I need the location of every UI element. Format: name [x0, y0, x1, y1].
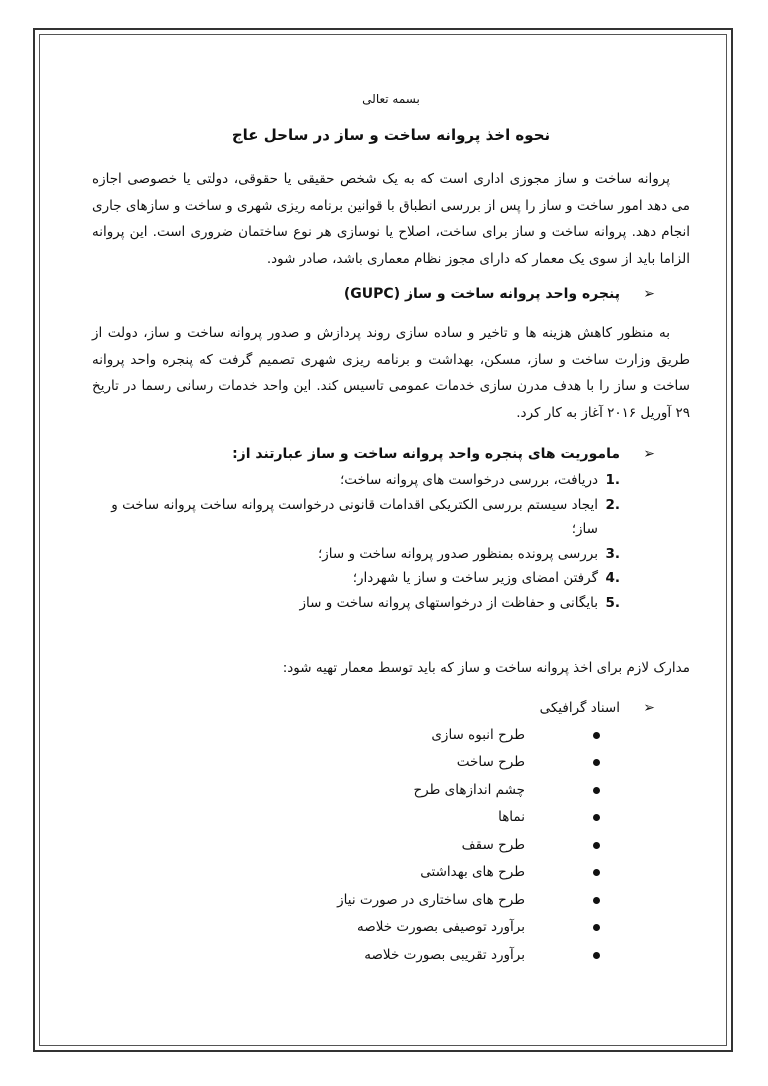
list-item-text: طرح سقف: [461, 836, 525, 853]
section-heading-gupc: [92, 282, 690, 306]
list-number: .1: [605, 472, 620, 488]
bullet-dot-icon: [593, 732, 600, 739]
arrow-bullet-icon: ➢: [643, 286, 655, 302]
section-heading-missions: [92, 442, 690, 466]
list-item-text: چشم اندازهای طرح: [413, 781, 525, 798]
bullet-dot-icon: [593, 869, 600, 876]
list-item: [92, 859, 690, 887]
list-item: [92, 887, 690, 915]
list-item-text: دریافت، بررسی درخواست های پروانه ساخت؛: [340, 472, 598, 488]
list-item-text: گرفتن امضای وزیر ساخت و ساز یا شهردار؛: [352, 570, 598, 586]
list-item-text: طرح های ساختاری در صورت نیاز: [337, 891, 525, 908]
list-item: [92, 942, 690, 970]
bullet-dot-icon: [593, 952, 600, 959]
list-item: [92, 832, 690, 860]
list-item-text: بررسی پرونده بمنظور صدور پروانه ساخت و ساز؛: [317, 545, 598, 562]
bullet-dot-icon: [593, 787, 600, 794]
list-item: [92, 591, 690, 616]
graphic-docs-heading-text: اسناد گرافیکی: [539, 699, 620, 716]
list-item: [92, 804, 690, 832]
list-item: [92, 722, 690, 750]
list-item-text: نماها: [498, 809, 525, 825]
list-item-text: بایگانی و حفاظت از درخواستهای پروانه ساخت و ساز: [299, 594, 598, 611]
bullet-dot-icon: [593, 924, 600, 931]
list-item: [92, 468, 690, 493]
list-item-text: ایجاد سیستم بررسی الکتریکی اقدامات قانونی درخواست پروانه ساخت پروانه ساخت و ساز؛: [111, 496, 598, 537]
document-title: نحوه اخذ پروانه ساخت و ساز در ساحل عاج: [231, 126, 551, 144]
graphic-docs-list: [92, 722, 690, 970]
list-item: [92, 914, 690, 942]
bullet-dot-icon: [593, 814, 600, 821]
arrow-bullet-icon: ➢: [643, 699, 655, 716]
bullet-dot-icon: [593, 897, 600, 904]
list-item-text: برآورد توصیفی بصورت خلاصه: [357, 919, 525, 935]
list-item: [92, 777, 690, 805]
section-heading-text: ماموریت های پنجره واحد پروانه ساخت و ساز عبارتند از:: [232, 446, 620, 462]
section-heading-text: پنجره واحد پروانه ساخت و ساز (GUPC): [343, 286, 620, 302]
missions-list: [92, 468, 690, 615]
list-number: .5: [605, 594, 620, 611]
bullet-dot-icon: [593, 759, 600, 766]
list-item-text: طرح انبوه سازی: [431, 726, 525, 743]
list-item: [92, 749, 690, 777]
list-item-text: برآورد تقریبی بصورت خلاصه: [364, 946, 525, 963]
list-number: .2: [605, 496, 620, 513]
bismillah-header: بسمه تعالی: [362, 92, 420, 106]
list-number: .4: [605, 570, 620, 586]
list-item: [92, 493, 690, 542]
document-body: [92, 80, 690, 969]
intro-paragraph: پروانه ساخت و ساز مجوزی اداری است که به یک شخص حقیقی یا حقوقی، دولتی یا خصوصی اجازه می دهد امور ساخت و ساز را پس از بررسی انطباق با قوانین برنامه ریزی شهری و ساخت و سازهای جاری انجام دهد. پروانه ساخت و ساز برای ساخت، اصلاح یا نوسازی هر نوع ساختمان ضروری است. این پروانه الزاما باید از سوی یک معمار که دارای مجوز نظام معماری باشد، صادر شود.: [92, 171, 690, 267]
graphic-docs-heading: [92, 696, 690, 720]
list-item: [92, 542, 690, 567]
required-docs-intro: مدارک لازم برای اخذ پروانه ساخت و ساز که باید توسط معمار تهیه شود:: [282, 660, 690, 676]
arrow-bullet-icon: ➢: [643, 446, 655, 462]
gupc-paragraph: به منظور کاهش هزینه ها و تاخیر و ساده سازی روند پردازش و صدور پروانه ساخت و ساز، دولت از طریق وزارت ساخت و ساز، مسکن، بهداشت و برنامه ریزی شهری تصمیم گرفت که پنجره واحد پروانه ساخت و ساز را با هدف مدرن سازی خدمات عمومی تاسیس کند. این واحد خدمات رسانی رسما در تاریخ ۲۹ آوریل ۲۰۱۶ آغاز به کار کرد.: [92, 325, 690, 421]
list-item-text: طرح ساخت: [456, 754, 525, 770]
bullet-dot-icon: [593, 842, 600, 849]
list-number: .3: [605, 545, 620, 562]
list-item-text: طرح های بهداشتی: [420, 864, 525, 880]
list-item: [92, 566, 690, 591]
